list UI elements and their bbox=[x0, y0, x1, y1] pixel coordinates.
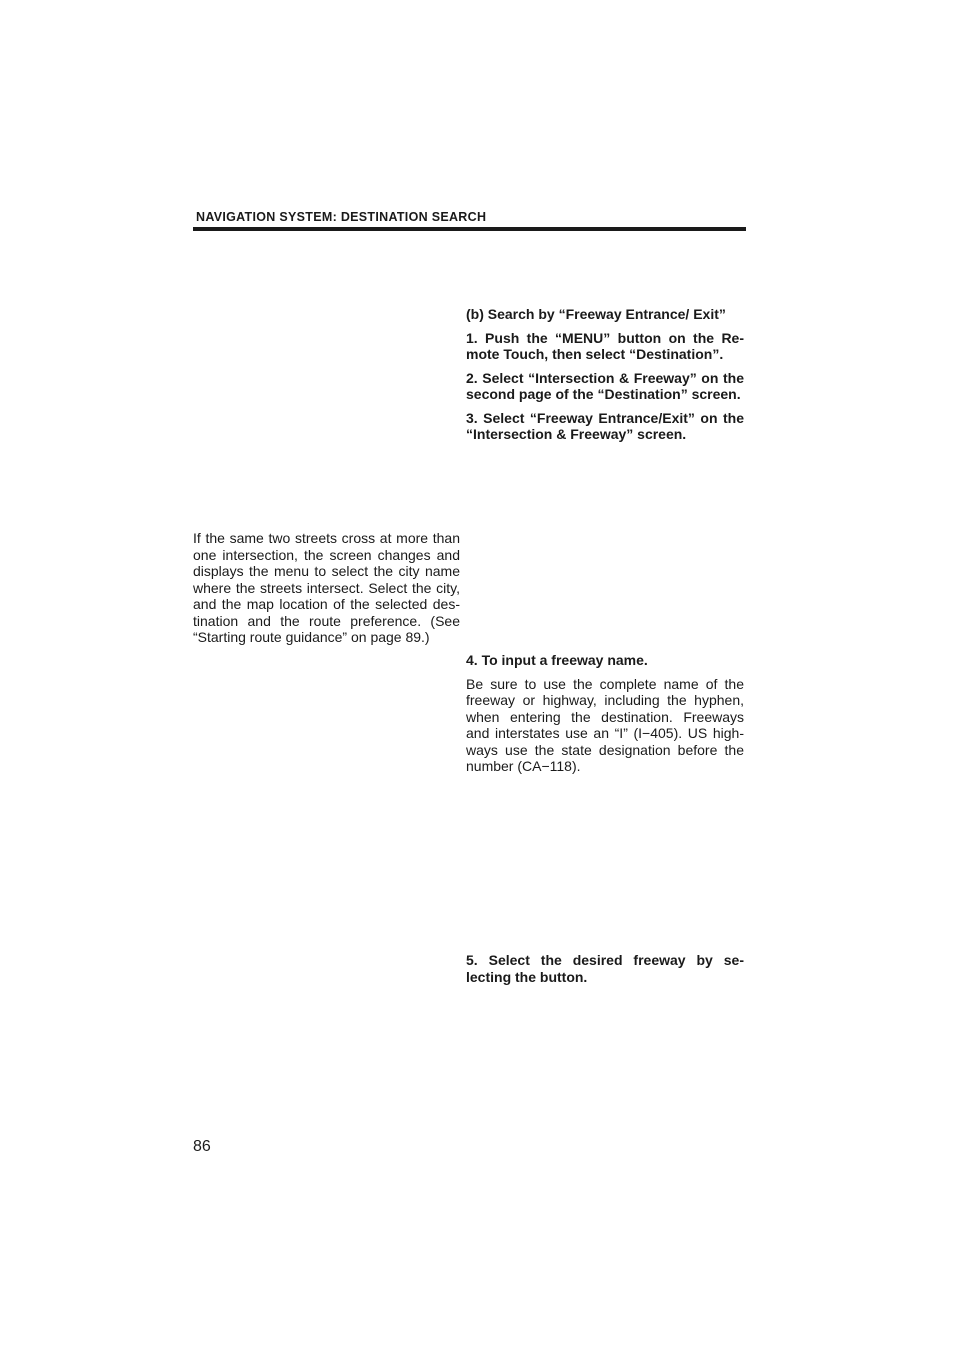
header-rule bbox=[193, 227, 746, 231]
step-5-section bbox=[466, 952, 744, 985]
page-number: 86 bbox=[193, 1138, 211, 1155]
intersection-note-paragraph: If the same two streets cross at more than one intersection, the screen changes and displays the menu to select the city name where the streets intersect. Select the city, and the map location of the selected des-tination and the route preference. (See “Starting route guidance” on page 89.) bbox=[193, 530, 460, 645]
step-4-heading: 4. To input a freeway name. bbox=[466, 652, 648, 668]
step-3: 3. Select “Freeway Entrance/Exit” on the “Intersection & Freeway” screen. bbox=[466, 409, 744, 442]
page-header-title: NAVIGATION SYSTEM: DESTINATION SEARCH bbox=[196, 210, 487, 224]
step-4-body: Be sure to use the complete name of the freeway or highway, including the hyphen, when entering the destination. Freeways and interstates use an “I” (I−405). US high-ways use the state designation before the number (CA−118). bbox=[466, 675, 744, 774]
left-column bbox=[193, 530, 460, 646]
step-5: 5. Select the desired freeway by se-lecting the button. bbox=[466, 952, 744, 985]
step-4-section bbox=[466, 652, 744, 775]
step-2: 2. Select “Intersection & Freeway” on the second page of the “Destination” screen. bbox=[466, 369, 744, 402]
section-b-heading: (b) Search by “Freeway Entrance/ Exit” bbox=[466, 306, 726, 322]
step-1: 1. Push the “MENU” button on the Re-mote Touch, then select “Destination”. bbox=[466, 329, 744, 362]
freeway-search-section bbox=[466, 306, 744, 443]
